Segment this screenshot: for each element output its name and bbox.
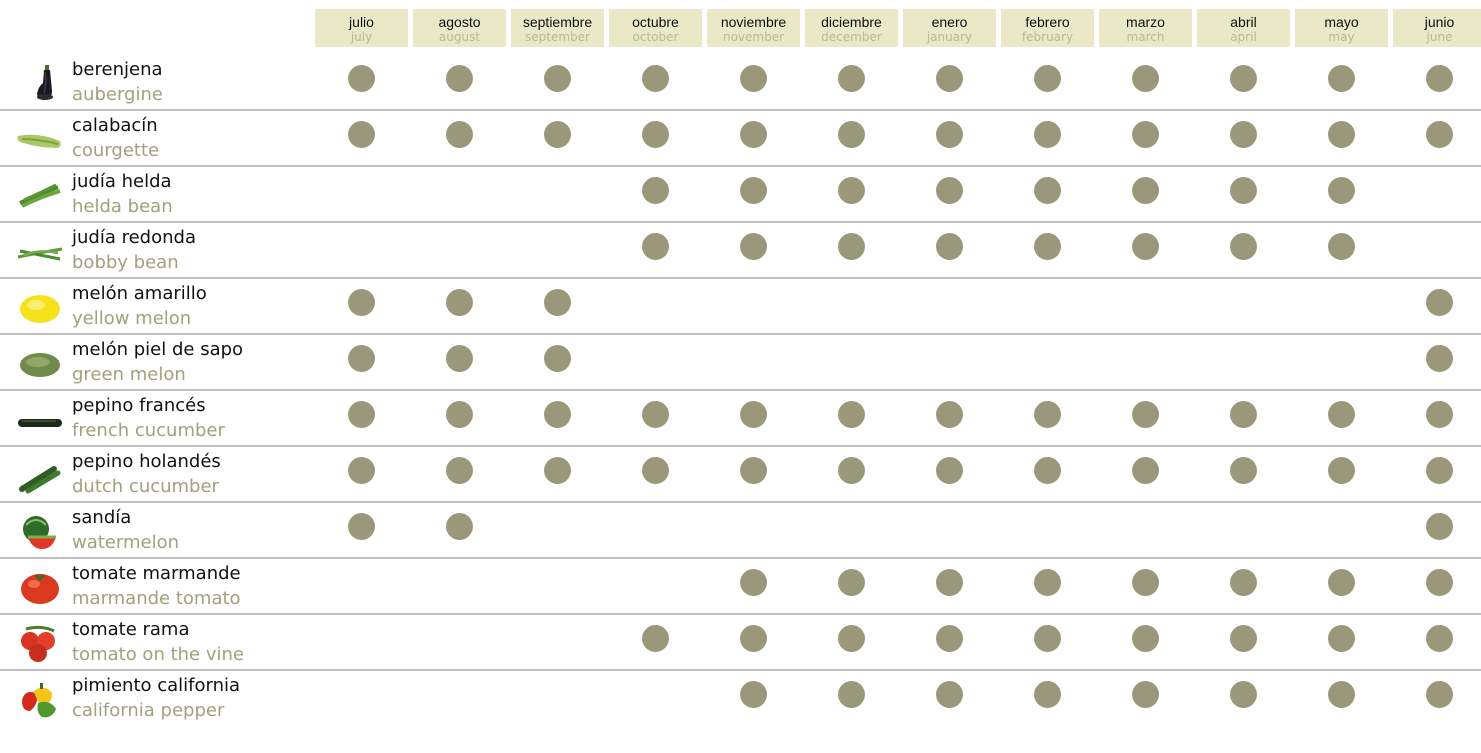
availability-dot-march: [1132, 569, 1159, 596]
availability-dot-december: [838, 681, 865, 708]
product-name-en: watermelon: [72, 532, 179, 553]
availability-dot-december: [838, 121, 865, 148]
bobby-bean-icon: [14, 231, 68, 271]
availability-dot-march: [1132, 65, 1159, 92]
dutch-cucumber-icon: [14, 455, 68, 495]
product-name-es: calabacín: [72, 115, 158, 136]
availability-dot-september: [544, 457, 571, 484]
availability-dot-august: [446, 401, 473, 428]
availability-dot-june: [1426, 401, 1453, 428]
availability-dot-may: [1328, 65, 1355, 92]
availability-dot-november: [740, 401, 767, 428]
availability-dot-october: [642, 401, 669, 428]
availability-dot-february: [1034, 457, 1061, 484]
availability-dot-april: [1230, 233, 1257, 260]
availability-dot-february: [1034, 681, 1061, 708]
availability-dot-january: [936, 177, 963, 204]
availability-dot-december: [838, 65, 865, 92]
month-name-es: mayo: [1324, 14, 1359, 30]
month-name-en: march: [1126, 30, 1165, 44]
month-name-en: july: [350, 30, 373, 44]
availability-dot-march: [1132, 401, 1159, 428]
availability-dot-january: [936, 233, 963, 260]
month-header-may: [1295, 9, 1388, 47]
month-name-es: octubre: [632, 14, 679, 30]
vine-tomato-icon: [14, 623, 68, 663]
availability-dot-september: [544, 121, 571, 148]
month-header-june: [1393, 9, 1481, 47]
availability-dot-july: [348, 65, 375, 92]
product-name-es: judía helda: [72, 171, 172, 192]
availability-dot-march: [1132, 681, 1159, 708]
product-row: [0, 111, 1481, 167]
month-header-december: [805, 9, 898, 47]
availability-dot-december: [838, 569, 865, 596]
availability-dot-february: [1034, 233, 1061, 260]
month-name-en: november: [722, 30, 785, 44]
product-name-es: judía redonda: [72, 227, 196, 248]
availability-dot-october: [642, 121, 669, 148]
availability-dot-july: [348, 121, 375, 148]
availability-dot-may: [1328, 569, 1355, 596]
availability-dot-july: [348, 457, 375, 484]
availability-dot-october: [642, 625, 669, 652]
product-name-en: bobby bean: [72, 252, 179, 273]
availability-dot-january: [936, 65, 963, 92]
month-name-es: marzo: [1126, 14, 1165, 30]
watermelon-icon: [14, 511, 68, 551]
availability-dot-june: [1426, 513, 1453, 540]
availability-dot-november: [740, 681, 767, 708]
availability-dot-august: [446, 513, 473, 540]
availability-dot-april: [1230, 177, 1257, 204]
courgette-icon: [14, 119, 68, 159]
product-name-es: pepino francés: [72, 395, 206, 416]
month-name-en: june: [1426, 30, 1453, 44]
availability-dot-september: [544, 65, 571, 92]
product-row: [0, 223, 1481, 279]
month-header-january: [903, 9, 996, 47]
product-row: [0, 503, 1481, 559]
availability-dot-december: [838, 177, 865, 204]
month-name-es: febrero: [1025, 14, 1070, 30]
product-name-en: marmande tomato: [72, 588, 241, 609]
availability-dot-november: [740, 65, 767, 92]
availability-dot-january: [936, 401, 963, 428]
availability-dot-august: [446, 289, 473, 316]
availability-dot-july: [348, 401, 375, 428]
availability-dot-january: [936, 121, 963, 148]
month-header-july: [315, 9, 408, 47]
product-row: [0, 279, 1481, 335]
availability-dot-august: [446, 65, 473, 92]
month-name-es: agosto: [438, 14, 481, 30]
availability-dot-february: [1034, 569, 1061, 596]
availability-dot-february: [1034, 401, 1061, 428]
availability-dot-june: [1426, 345, 1453, 372]
availability-dot-april: [1230, 625, 1257, 652]
green-melon-icon: [14, 343, 68, 383]
availability-dot-november: [740, 625, 767, 652]
marmande-tomato-icon: [14, 567, 68, 607]
availability-dot-june: [1426, 121, 1453, 148]
month-header-march: [1099, 9, 1192, 47]
availability-dot-august: [446, 345, 473, 372]
product-name-en: tomato on the vine: [72, 644, 244, 665]
product-name-es: pimiento california: [72, 675, 241, 696]
availability-dot-april: [1230, 569, 1257, 596]
availability-dot-april: [1230, 681, 1257, 708]
month-header-august: [413, 9, 506, 47]
month-name-en: january: [926, 30, 973, 44]
product-name-en: aubergine: [72, 84, 163, 105]
month-header-october: [609, 9, 702, 47]
month-name-es: noviembre: [720, 14, 787, 30]
month-name-en: february: [1021, 30, 1074, 44]
availability-dot-march: [1132, 177, 1159, 204]
month-name-es: julio: [349, 14, 374, 30]
month-header-september: [511, 9, 604, 47]
availability-dot-february: [1034, 177, 1061, 204]
availability-dot-december: [838, 625, 865, 652]
availability-dot-june: [1426, 625, 1453, 652]
availability-dot-june: [1426, 457, 1453, 484]
product-name-en: green melon: [72, 364, 186, 385]
availability-dot-october: [642, 457, 669, 484]
product-name-es: tomate rama: [72, 619, 190, 640]
product-name-es: melón piel de sapo: [72, 339, 244, 360]
availability-dot-may: [1328, 401, 1355, 428]
month-header-february: [1001, 9, 1094, 47]
month-name-en: august: [438, 30, 481, 44]
french-cucumber-icon: [14, 399, 68, 439]
product-row: [0, 559, 1481, 615]
availability-dot-february: [1034, 625, 1061, 652]
product-row: [0, 671, 1481, 727]
availability-dot-april: [1230, 121, 1257, 148]
availability-dot-may: [1328, 457, 1355, 484]
month-name-en: may: [1328, 30, 1355, 44]
availability-dot-december: [838, 401, 865, 428]
product-row: [0, 615, 1481, 671]
month-header-november: [707, 9, 800, 47]
availability-dot-august: [446, 457, 473, 484]
availability-dot-september: [544, 289, 571, 316]
availability-dot-july: [348, 345, 375, 372]
month-name-es: abril: [1230, 14, 1257, 30]
month-name-es: junio: [1424, 14, 1455, 30]
month-header-april: [1197, 9, 1290, 47]
california-pepper-icon: [14, 679, 68, 719]
availability-dot-september: [544, 401, 571, 428]
yellow-melon-icon: [14, 287, 68, 327]
product-row: [0, 447, 1481, 503]
availability-dot-april: [1230, 401, 1257, 428]
product-name-es: pepino holandés: [72, 451, 221, 472]
availability-dot-december: [838, 233, 865, 260]
availability-dot-may: [1328, 121, 1355, 148]
availability-dot-november: [740, 177, 767, 204]
availability-dot-april: [1230, 65, 1257, 92]
availability-dot-november: [740, 457, 767, 484]
availability-dot-june: [1426, 65, 1453, 92]
product-name-es: sandía: [72, 507, 132, 528]
availability-dot-january: [936, 457, 963, 484]
product-row: [0, 335, 1481, 391]
availability-dot-october: [642, 177, 669, 204]
availability-dot-november: [740, 121, 767, 148]
availability-dot-july: [348, 513, 375, 540]
availability-dot-december: [838, 457, 865, 484]
availability-dot-june: [1426, 569, 1453, 596]
product-name-en: dutch cucumber: [72, 476, 219, 497]
availability-dot-march: [1132, 233, 1159, 260]
availability-dot-january: [936, 625, 963, 652]
availability-dot-march: [1132, 121, 1159, 148]
availability-dot-october: [642, 233, 669, 260]
month-name-es: diciembre: [821, 14, 882, 30]
month-name-en: december: [821, 30, 882, 44]
month-name-en: september: [525, 30, 590, 44]
availability-dot-september: [544, 345, 571, 372]
product-row: [0, 391, 1481, 447]
availability-dot-may: [1328, 233, 1355, 260]
product-name-es: tomate marmande: [72, 563, 241, 584]
month-name-en: april: [1230, 30, 1257, 44]
availability-dot-january: [936, 569, 963, 596]
availability-dot-may: [1328, 177, 1355, 204]
product-name-en: french cucumber: [72, 420, 225, 441]
availability-dot-june: [1426, 681, 1453, 708]
month-name-es: septiembre: [522, 14, 593, 30]
product-name-en: helda bean: [72, 196, 173, 217]
month-name-en: october: [632, 30, 679, 44]
availability-dot-april: [1230, 457, 1257, 484]
product-name-en: courgette: [72, 140, 160, 161]
availability-dot-january: [936, 681, 963, 708]
availability-dot-february: [1034, 65, 1061, 92]
month-name-es: enero: [931, 14, 968, 30]
availability-dot-october: [642, 65, 669, 92]
availability-dot-november: [740, 569, 767, 596]
product-name-en: yellow melon: [72, 308, 192, 329]
availability-dot-august: [446, 121, 473, 148]
availability-dot-july: [348, 289, 375, 316]
aubergine-icon: [14, 63, 68, 103]
availability-dot-march: [1132, 457, 1159, 484]
product-name-es: melón amarillo: [72, 283, 207, 304]
availability-dot-november: [740, 233, 767, 260]
helda-bean-icon: [14, 175, 68, 215]
availability-dot-june: [1426, 289, 1453, 316]
availability-dot-march: [1132, 625, 1159, 652]
product-row: [0, 55, 1481, 111]
availability-dot-may: [1328, 625, 1355, 652]
availability-dot-february: [1034, 121, 1061, 148]
product-name-es: berenjena: [72, 59, 163, 80]
product-name-en: california pepper: [72, 700, 225, 721]
availability-dot-may: [1328, 681, 1355, 708]
product-row: [0, 167, 1481, 223]
